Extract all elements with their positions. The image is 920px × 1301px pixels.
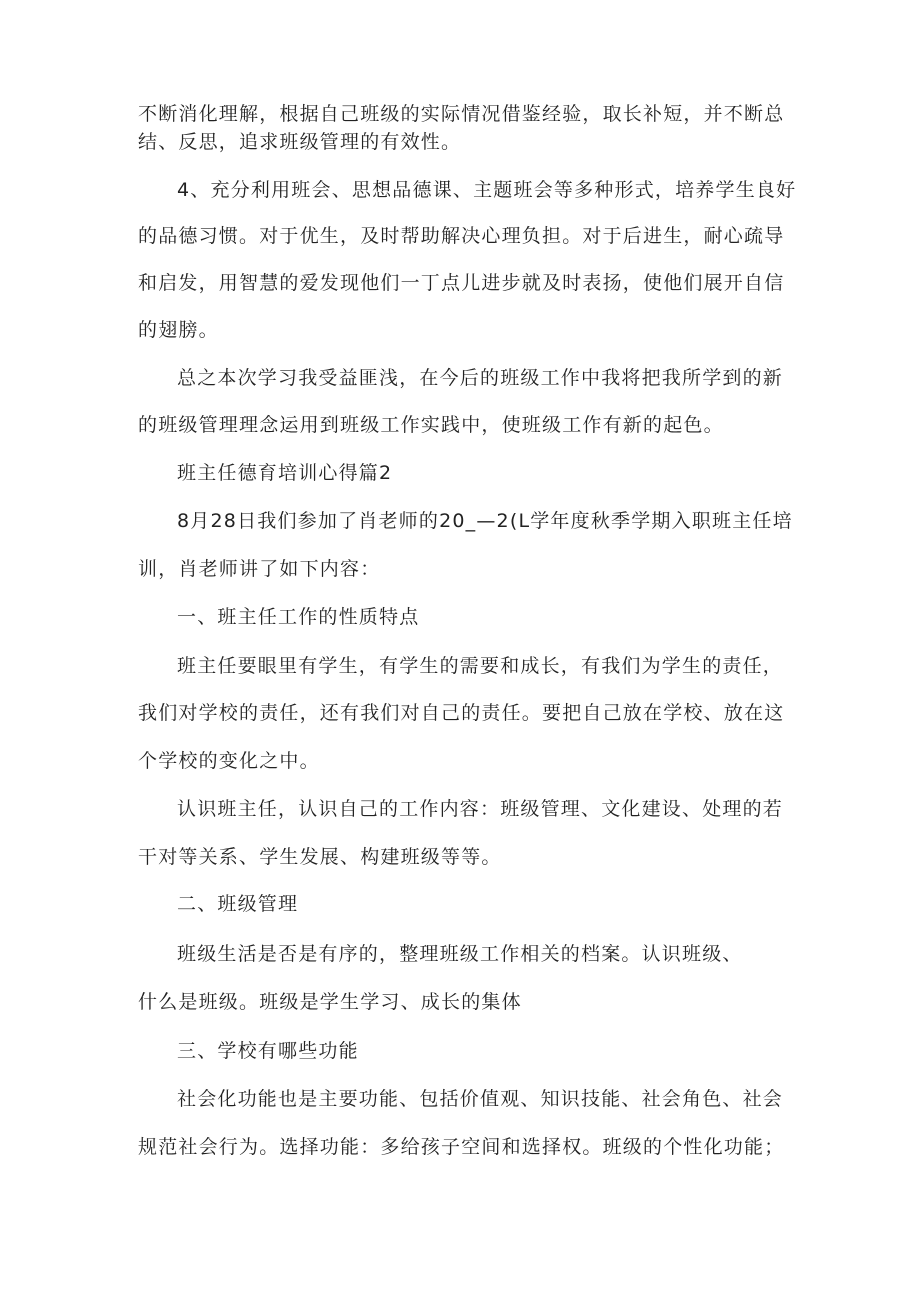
paragraph-start: 班级生活是否是有序的，整理班级工作相关的档案。认识班级、 xyxy=(177,943,743,965)
section-heading: 班主任德育培训心得篇2 xyxy=(177,462,393,484)
text-line: 不断消化理解，根据自己班级的实际情况借鉴经验，取长补短，并不断总 xyxy=(138,103,785,125)
text-line: 和启发，用智慧的爱发现他们一丁点儿进步就及时表扬，使他们展开自信 xyxy=(138,272,785,294)
section-heading: 三、学校有哪些功能 xyxy=(177,1040,359,1062)
paragraph-start: 8月28日我们参加了肖老师的20_—2(L学年度秋季学期入职班主任培 xyxy=(177,510,793,532)
section-heading: 一、班主任工作的性质特点 xyxy=(177,606,420,628)
text-line: 训，肖老师讲了如下内容： xyxy=(138,558,381,580)
text-line: 的班级管理理念运用到班级工作实践中，使班级工作有新的起色。 xyxy=(138,414,724,436)
text-line: 结、反思，追求班级管理的有效性。 xyxy=(138,131,462,153)
text-line: 什么是班级。班级是学生学习、成长的集体 xyxy=(138,991,522,1013)
text-line: 我们对学校的责任，还有我们对自己的责任。要把自己放在学校、放在这 xyxy=(138,702,785,724)
paragraph-start: 社会化功能也是主要功能、包括价值观、知识技能、社会角色、社会 xyxy=(177,1088,784,1110)
section-heading: 二、班级管理 xyxy=(177,893,299,915)
text-line: 个学校的变化之中。 xyxy=(138,750,320,772)
paragraph-start: 4、充分利用班会、思想品德课、主题班会等多种形式，培养学生良好 xyxy=(177,179,797,201)
paragraph-start: 认识班主任，认识自己的工作内容：班级管理、文化建设、处理的若 xyxy=(177,798,784,820)
text-line: 干对等关系、学生发展、构建班级等等。 xyxy=(138,846,502,868)
paragraph-start: 班主任要眼里有学生，有学生的需要和成长，有我们为学生的责任， xyxy=(177,655,784,677)
text-line: 规范社会行为。选择功能：多给孩子空间和选择权。班级的个性化功能； xyxy=(138,1136,785,1158)
paragraph-start: 总之本次学习我受益匪浅，在今后的班级工作中我将把我所学到的新 xyxy=(177,367,784,389)
text-line: 的翅膀。 xyxy=(138,319,219,341)
text-line: 的品德习惯。对于优生，及时帮助解决心理负担。对于后进生，耐心疏导 xyxy=(138,225,785,247)
